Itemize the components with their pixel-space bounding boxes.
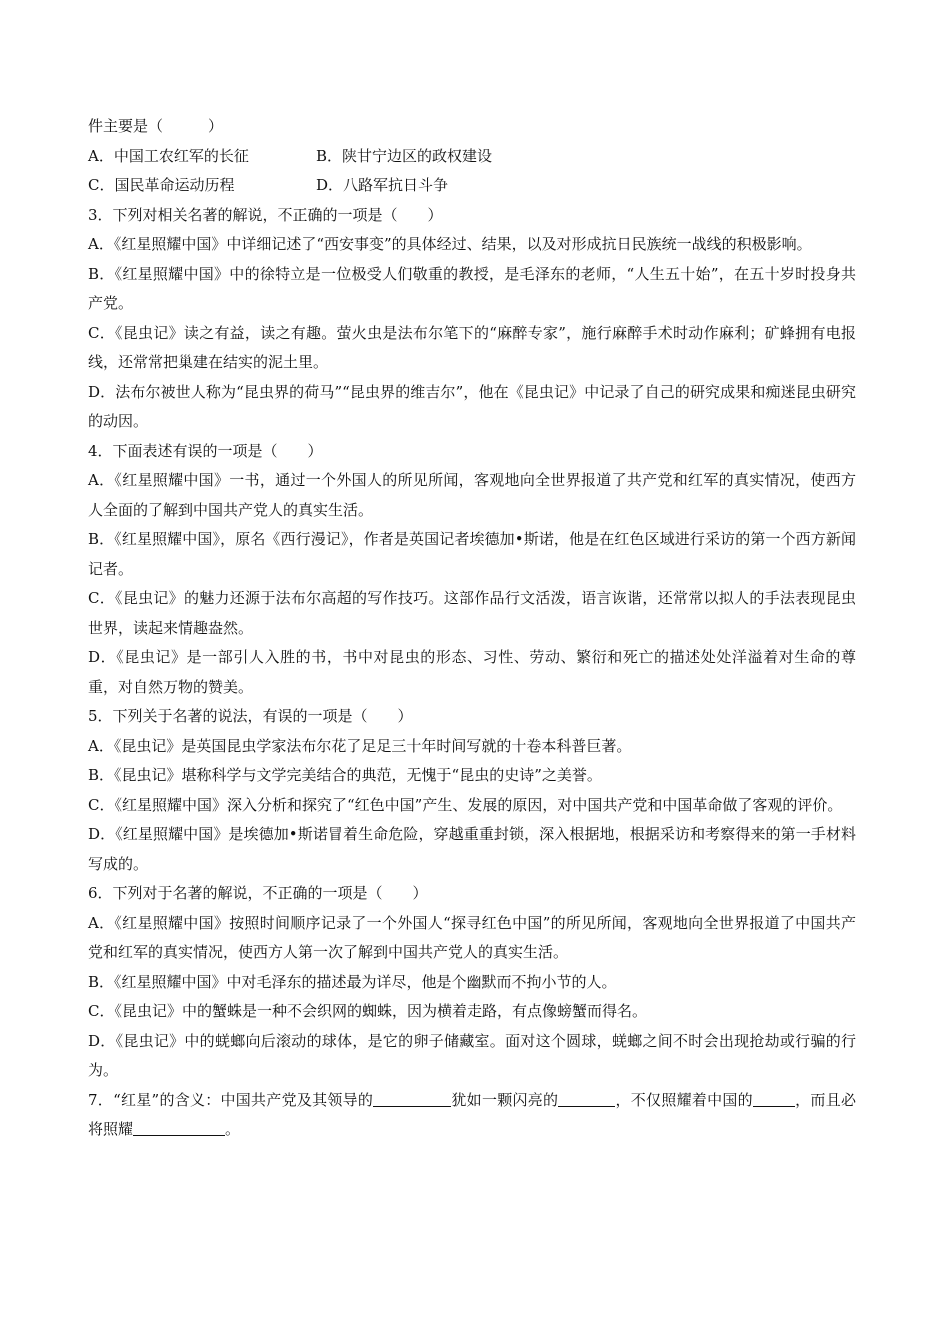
q6-option-a: A．《红星照耀中国》按照时间顺序记录了一个外国人“探寻红色中国”的所见所闻，客观地向全世界报道了中国共产党和红军的真实情况，使西方人第一次了解到中国共产党人的真实生活。 [88,913,856,961]
q6-option-b: B．《红星照耀中国》中对毛泽东的描述最为详尽，他是个幽默而不拘小节的人。 [88,972,617,991]
q7-blank-3[interactable] [753,1090,795,1107]
q7-text-1: 7．“红星”的含义：中国共产党及其领导的 [88,1090,374,1109]
q5-option-d: D．《红星照耀中国》是埃德加•斯诺冒着生命危险，穿越重重封锁，深入根据地，根据采访和考察得来的第一手材料写成的。 [88,825,856,873]
q5-option-a: A．《昆虫记》是英国昆虫学家法布尔花了足足三十年时间写就的十卷本科普巨著。 [88,736,632,755]
q5-option-c: C．《红星照耀中国》深入分析和探究了“红色中国”产生、发展的原因，对中国共产党和中国革命做了客观的评价。 [88,795,843,814]
q6-stem: 6．下列对于名著的解说，不正确的一项是（ ） [88,884,428,902]
q2-option-d: D．八路军抗日斗争 [316,176,449,194]
q3-option-c: C．《昆虫记》读之有益，读之有趣。萤火虫是法布尔笔下的“麻醉专家”，施行麻醉手术时动作麻利；矿蜂拥有电报线，还常常把巢建在结实的泥土里。 [88,323,856,371]
q7-text-5: 。 [225,1120,241,1138]
q4-option-c: C．《昆虫记》的魅力还源于法布尔高超的写作技巧。这部作品行文活泼，语言诙谐，还常常以拟人的手法表现昆虫世界，读起来情趣盎然。 [88,589,856,637]
exam-content [88,112,856,1145]
q2-stem-end: 件主要是（ ） [88,117,224,135]
q4-option-d: D．《昆虫记》是一部引人入胜的书，书中对昆虫的形态、习性、劳动、繁衍和死亡的描述处处洋溢着对生命的尊重，对自然万物的赞美。 [88,648,856,696]
q5-option-b: B．《昆虫记》堪称科学与文学完美结合的典范，无愧于“昆虫的史诗”之美誉。 [88,766,602,784]
q3-stem: 3．下列对相关名著的解说，不正确的一项是（ ） [88,205,443,224]
q4-option-b: B．《红星照耀中国》，原名《西行漫记》，作者是英国记者埃德加•斯诺，他是在红色区域进行采访的第一个西方新闻记者。 [88,530,856,578]
q2-option-a: A．中国工农红军的长征 [88,146,249,165]
q7-text-3: ，不仅照耀着中国的 [615,1090,753,1109]
q3-option-d: D．法布尔被世人称为“昆虫界的荷马”“昆虫界的维吉尔”，他在《昆虫记》中记录了自己的研究成果和痴迷昆虫研究的动因。 [88,382,856,430]
q2-option-b: B．陕甘宁边区的政权建设 [316,146,493,165]
q5-stem: 5．下列关于名著的说法，有误的一项是（ ） [88,707,413,725]
q2-option-c: C．国民革命运动历程 [88,176,235,194]
q7-text-4: ，而且必将照耀 [88,1090,856,1138]
q3-option-a: A．《红星照耀中国》中详细记述了“西安事变”的具体经过、结果，以及对形成抗日民族统一战线的积极影响。 [88,235,812,253]
q2-options-row-1 [88,142,856,172]
q7-fill-in [88,1086,856,1145]
q4-option-a: A．《红星照耀中国》一书，通过一个外国人的所见所闻，客观地向全世界报道了共产党和红军的真实情况，使西方人全面的了解到中国共产党人的真实生活。 [88,471,856,519]
q7-blank-4[interactable] [133,1119,225,1136]
q7-blank-1[interactable] [373,1090,451,1107]
q3-option-b: B．《红星照耀中国》中的徐特立是一位极受人们敬重的教授，是毛泽东的老师，“人生五十始”，在五十岁时投身共产党。 [88,264,856,312]
q6-option-c: C．《昆虫记》中的蟹蛛是一种不会织网的蜘蛛，因为横着走路，有点像螃蟹而得名。 [88,1002,647,1020]
q4-stem: 4．下面表述有误的一项是（ ） [88,441,323,460]
q6-option-d: D．《昆虫记》中的蜣螂向后滚动的球体，是它的卵子储藏室。面对这个圆球，蜣螂之间不时会出现抢劫或行骗的行为。 [88,1031,856,1079]
q7-blank-2[interactable] [558,1090,615,1107]
q7-text-2: 犹如一颗闪亮的 [451,1090,559,1109]
q2-options-row-2 [88,171,856,201]
